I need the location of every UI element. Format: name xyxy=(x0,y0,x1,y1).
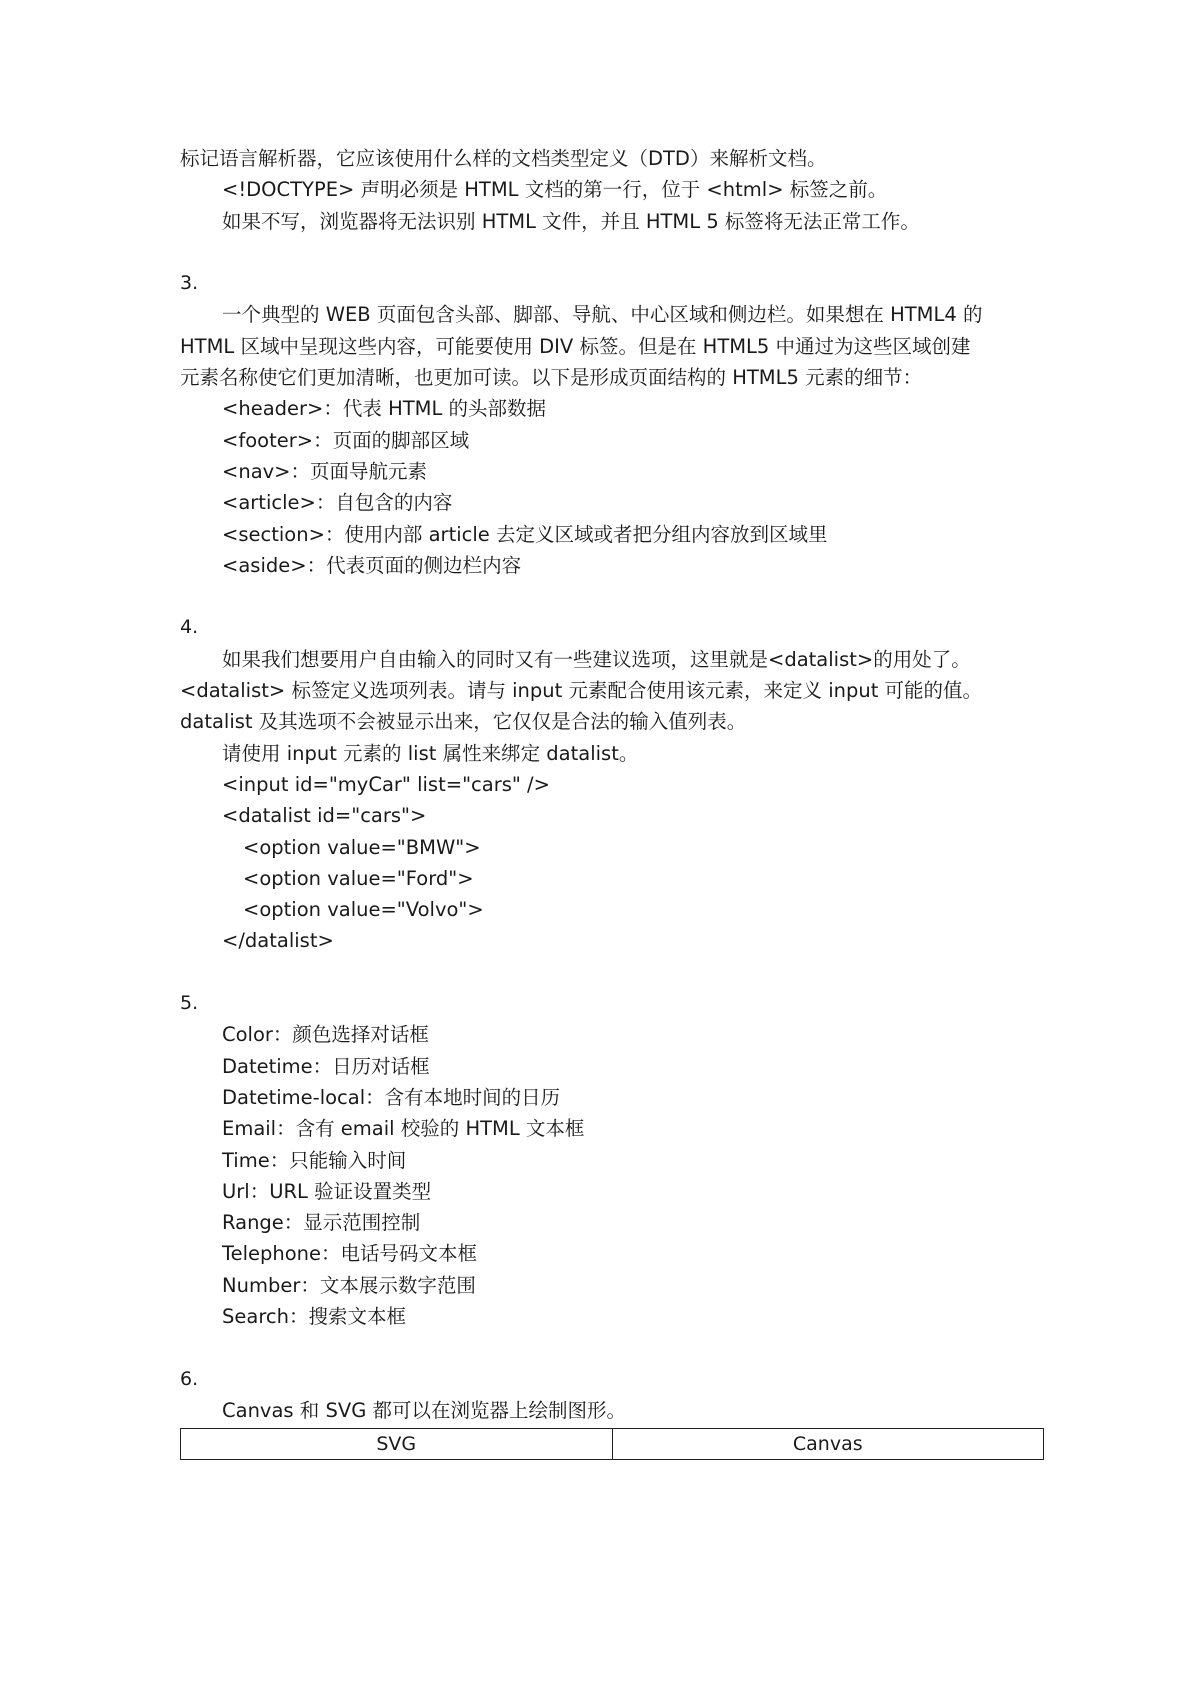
code-line: </datalist> xyxy=(222,929,334,953)
section-3 xyxy=(180,268,1041,581)
intro-line: 标记语言解析器，它应该使用什么样的文档类型定义（DTD）来解析文档。 xyxy=(180,147,827,170)
list-item: Time：只能输入时间 xyxy=(222,1148,407,1172)
list-item: Number：文本展示数字范围 xyxy=(222,1273,476,1297)
code-line: <option value="BMW"> xyxy=(243,835,481,859)
paragraph-line: <datalist> 标签定义选项列表。请与 input 元素配合使用该元素，来定义 input 可能的值。 xyxy=(180,679,983,703)
section-5 xyxy=(180,988,1041,1332)
section-number: 4. xyxy=(180,616,199,639)
list-item: Url：URL 验证设置类型 xyxy=(222,1179,432,1203)
list-item: Search：搜索文本框 xyxy=(222,1304,406,1328)
list-item: <header>：代表 HTML 的头部数据 xyxy=(222,397,547,421)
paragraph-line: 请使用 input 元素的 list 属性来绑定 datalist。 xyxy=(222,741,639,765)
list-item: <section>：使用内部 article 去定义区域或者把分组内容放到区域里 xyxy=(222,522,828,546)
list-item: <footer>：页面的脚部区域 xyxy=(222,428,470,452)
code-line: <input id="myCar" list="cars" /> xyxy=(222,772,550,796)
intro-block xyxy=(180,143,1041,237)
list-item: Telephone：电话号码文本框 xyxy=(222,1242,478,1266)
paragraph-line: HTML 区域中呈现这些内容，可能要使用 DIV 标签。但是在 HTML5 中通过为这些区域创建 xyxy=(180,334,971,358)
list-item: Datetime：日历对话框 xyxy=(222,1054,430,1078)
code-line: <datalist id="cars"> xyxy=(222,804,427,828)
intro-line: 如果不写，浏览器将无法识别 HTML 文件，并且 HTML 5 标签将无法正常工作。 xyxy=(222,209,920,233)
paragraph-line: Canvas 和 SVG 都可以在浏览器上绘制图形。 xyxy=(222,1398,626,1422)
section-6 xyxy=(180,1364,1041,1461)
comparison-table xyxy=(180,1428,1044,1460)
list-item: Range：显示范围控制 xyxy=(222,1211,421,1235)
list-item: Color：颜色选择对话框 xyxy=(222,1023,429,1047)
table-header-row xyxy=(181,1429,1044,1460)
list-item: Email：含有 email 校验的 HTML 文本框 xyxy=(222,1117,585,1141)
list-item: Datetime-local：含有本地时间的日历 xyxy=(222,1085,561,1109)
paragraph-line: 如果我们想要用户自由输入的同时又有一些建议选项，这里就是<datalist>的用处了。 xyxy=(222,647,971,671)
section-number: 6. xyxy=(180,1367,199,1390)
section-number: 3. xyxy=(180,272,199,295)
section-number: 5. xyxy=(180,992,199,1015)
list-item: <aside>：代表页面的侧边栏内容 xyxy=(222,553,522,577)
intro-line: <!DOCTYPE> 声明必须是 HTML 文档的第一行，位于 <html> 标签之前。 xyxy=(222,178,888,202)
list-item: <nav>：页面导航元素 xyxy=(222,459,428,483)
code-line: <option value="Ford"> xyxy=(243,866,474,890)
paragraph-line: 元素名称使它们更加清晰，也更加可读。以下是形成页面结构的 HTML5 元素的细节： xyxy=(180,366,923,390)
list-item: <article>：自包含的内容 xyxy=(222,491,453,515)
code-line: <option value="Volvo"> xyxy=(243,898,484,922)
table-header-canvas: Canvas xyxy=(612,1429,1044,1460)
paragraph-line: datalist 及其选项不会被显示出来，它仅仅是合法的输入值列表。 xyxy=(180,710,747,734)
paragraph-line: 一个典型的 WEB 页面包含头部、脚部、导航、中心区域和侧边栏。如果想在 HTML4 的 xyxy=(222,303,983,327)
table-header-svg: SVG xyxy=(181,1429,613,1460)
section-4 xyxy=(180,612,1041,956)
